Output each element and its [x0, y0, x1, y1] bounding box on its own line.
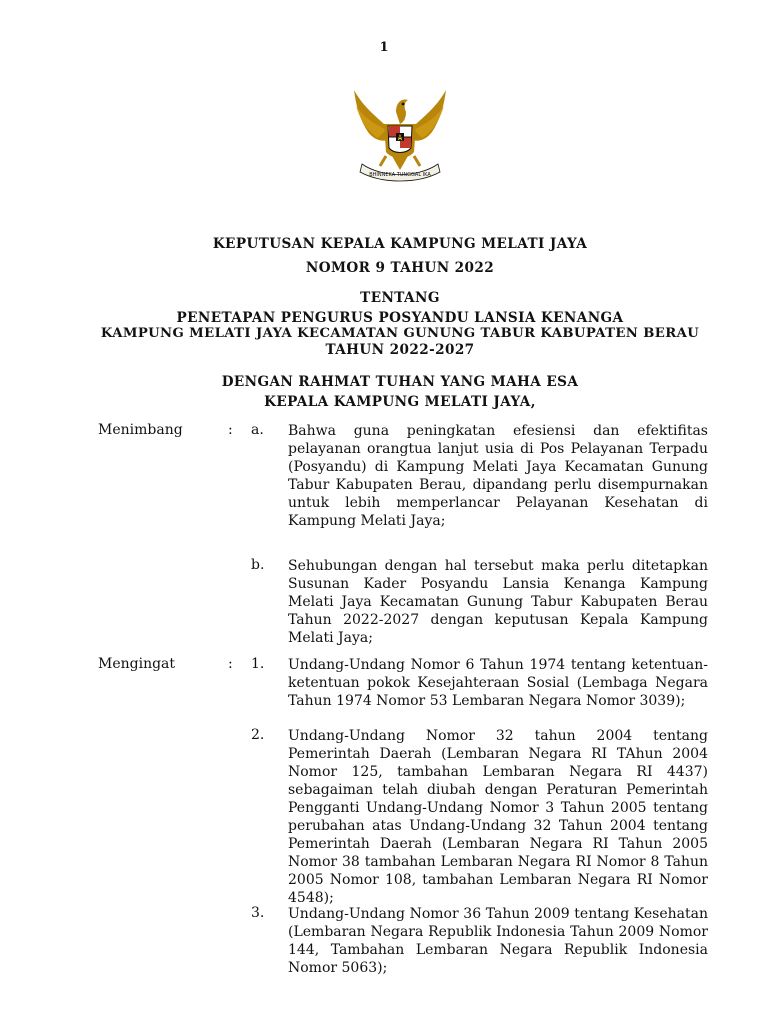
mengingat-marker-1: 1. — [251, 656, 265, 672]
garuda-emblem — [346, 86, 454, 186]
menimbang-label: Menimbang — [98, 422, 183, 438]
mengingat-item-2: Undang-Undang Nomor 32 tahun 2004 tentang Pemerintah Daerah (Lembaran Negara RI TAhun 2004 Nomor 125, tambahan Lembaran Negara RI 4437) sebagaiman telah diubah dengan Peraturan Pemerintah Pengganti Undang-Undang Nomor 3 Tahun 2005 tentang perubahan atas Undang-Undang 32 Tahun 2004 tentang Pemerintah Daerah (Lembaran Negara RI Tahun 2005 Nomor 38 tambahan Lembaran Negara RI Nomor 8 Tahun 2005 Nomor 108, tambahan Lembaran Negara RI Nomor 4548); — [288, 728, 708, 906]
mengingat-colon: : — [228, 656, 233, 672]
tentang-heading: TENTANG — [360, 290, 440, 306]
menimbang-marker-b: b. — [251, 557, 265, 573]
mengingat-item-1: Undang-Undang Nomor 6 Tahun 1974 tentang ketentuan-ketentuan pokok Kesejahteraan Sosial (Lembaga Negara Tahun 1974 Nomor 53 Lembaran Negara Nomor 3039); — [288, 657, 708, 709]
decree-title: KEPUTUSAN KEPALA KAMPUNG MELATI JAYA — [212, 236, 588, 252]
rahmat-line-2: KEPALA KAMPUNG MELATI JAYA, — [264, 394, 536, 410]
subject-line-1: PENETAPAN PENGURUS POSYANDU LANSIA KENANGA — [176, 310, 624, 326]
subject-line-3: TAHUN 2022-2027 — [325, 342, 475, 358]
decree-number: NOMOR 9 TAHUN 2022 — [305, 260, 495, 276]
menimbang-marker-a: a. — [251, 422, 264, 438]
menimbang-item-a: Bahwa guna peningkatan efesiensi dan efektifitas pelayanan orangtua lanjut usia di Pos Pelayanan Terpadu (Posyandu) di Kampung Melati Jaya Kecamatan Gunung Tabur Kabupaten Berau, dipandang perlu disempurnakan untuk lebih memperlancar Pelayanan Kesehatan di Kampung Melati Jaya; — [288, 423, 708, 529]
mengingat-marker-2: 2. — [251, 727, 265, 743]
subject-line-2: KAMPUNG MELATI JAYA KECAMATAN GUNUNG TABUR KABUPATEN BERAU — [100, 326, 700, 341]
rahmat-line-1: DENGAN RAHMAT TUHAN YANG MAHA ESA — [221, 374, 579, 390]
page-number: 1 — [379, 40, 389, 55]
mengingat-marker-3: 3. — [251, 905, 265, 921]
menimbang-colon: : — [228, 422, 233, 438]
mengingat-item-3: Undang-Undang Nomor 36 Tahun 2009 tentang Kesehatan (Lembaran Negara Republik Indonesia Tahun 2009 Nomor 144, Tambahan Lembaran Negara Republik Indonesia Nomor 5063); — [288, 906, 708, 976]
svg-text:BHINNEKA TUNGGAL IKA: BHINNEKA TUNGGAL IKA — [369, 172, 431, 178]
menimbang-item-b: Sehubungan dengan hal tersebut maka perlu ditetapkan Susunan Kader Posyandu Lansia Kenanga Kampung Melati Jaya Kecamatan Gunung Tabur Kabupaten Berau Tahun 2022-2027 dengan keputusan Kepala Kampung Melati Jaya; — [288, 558, 708, 646]
mengingat-label: Mengingat — [98, 656, 176, 672]
